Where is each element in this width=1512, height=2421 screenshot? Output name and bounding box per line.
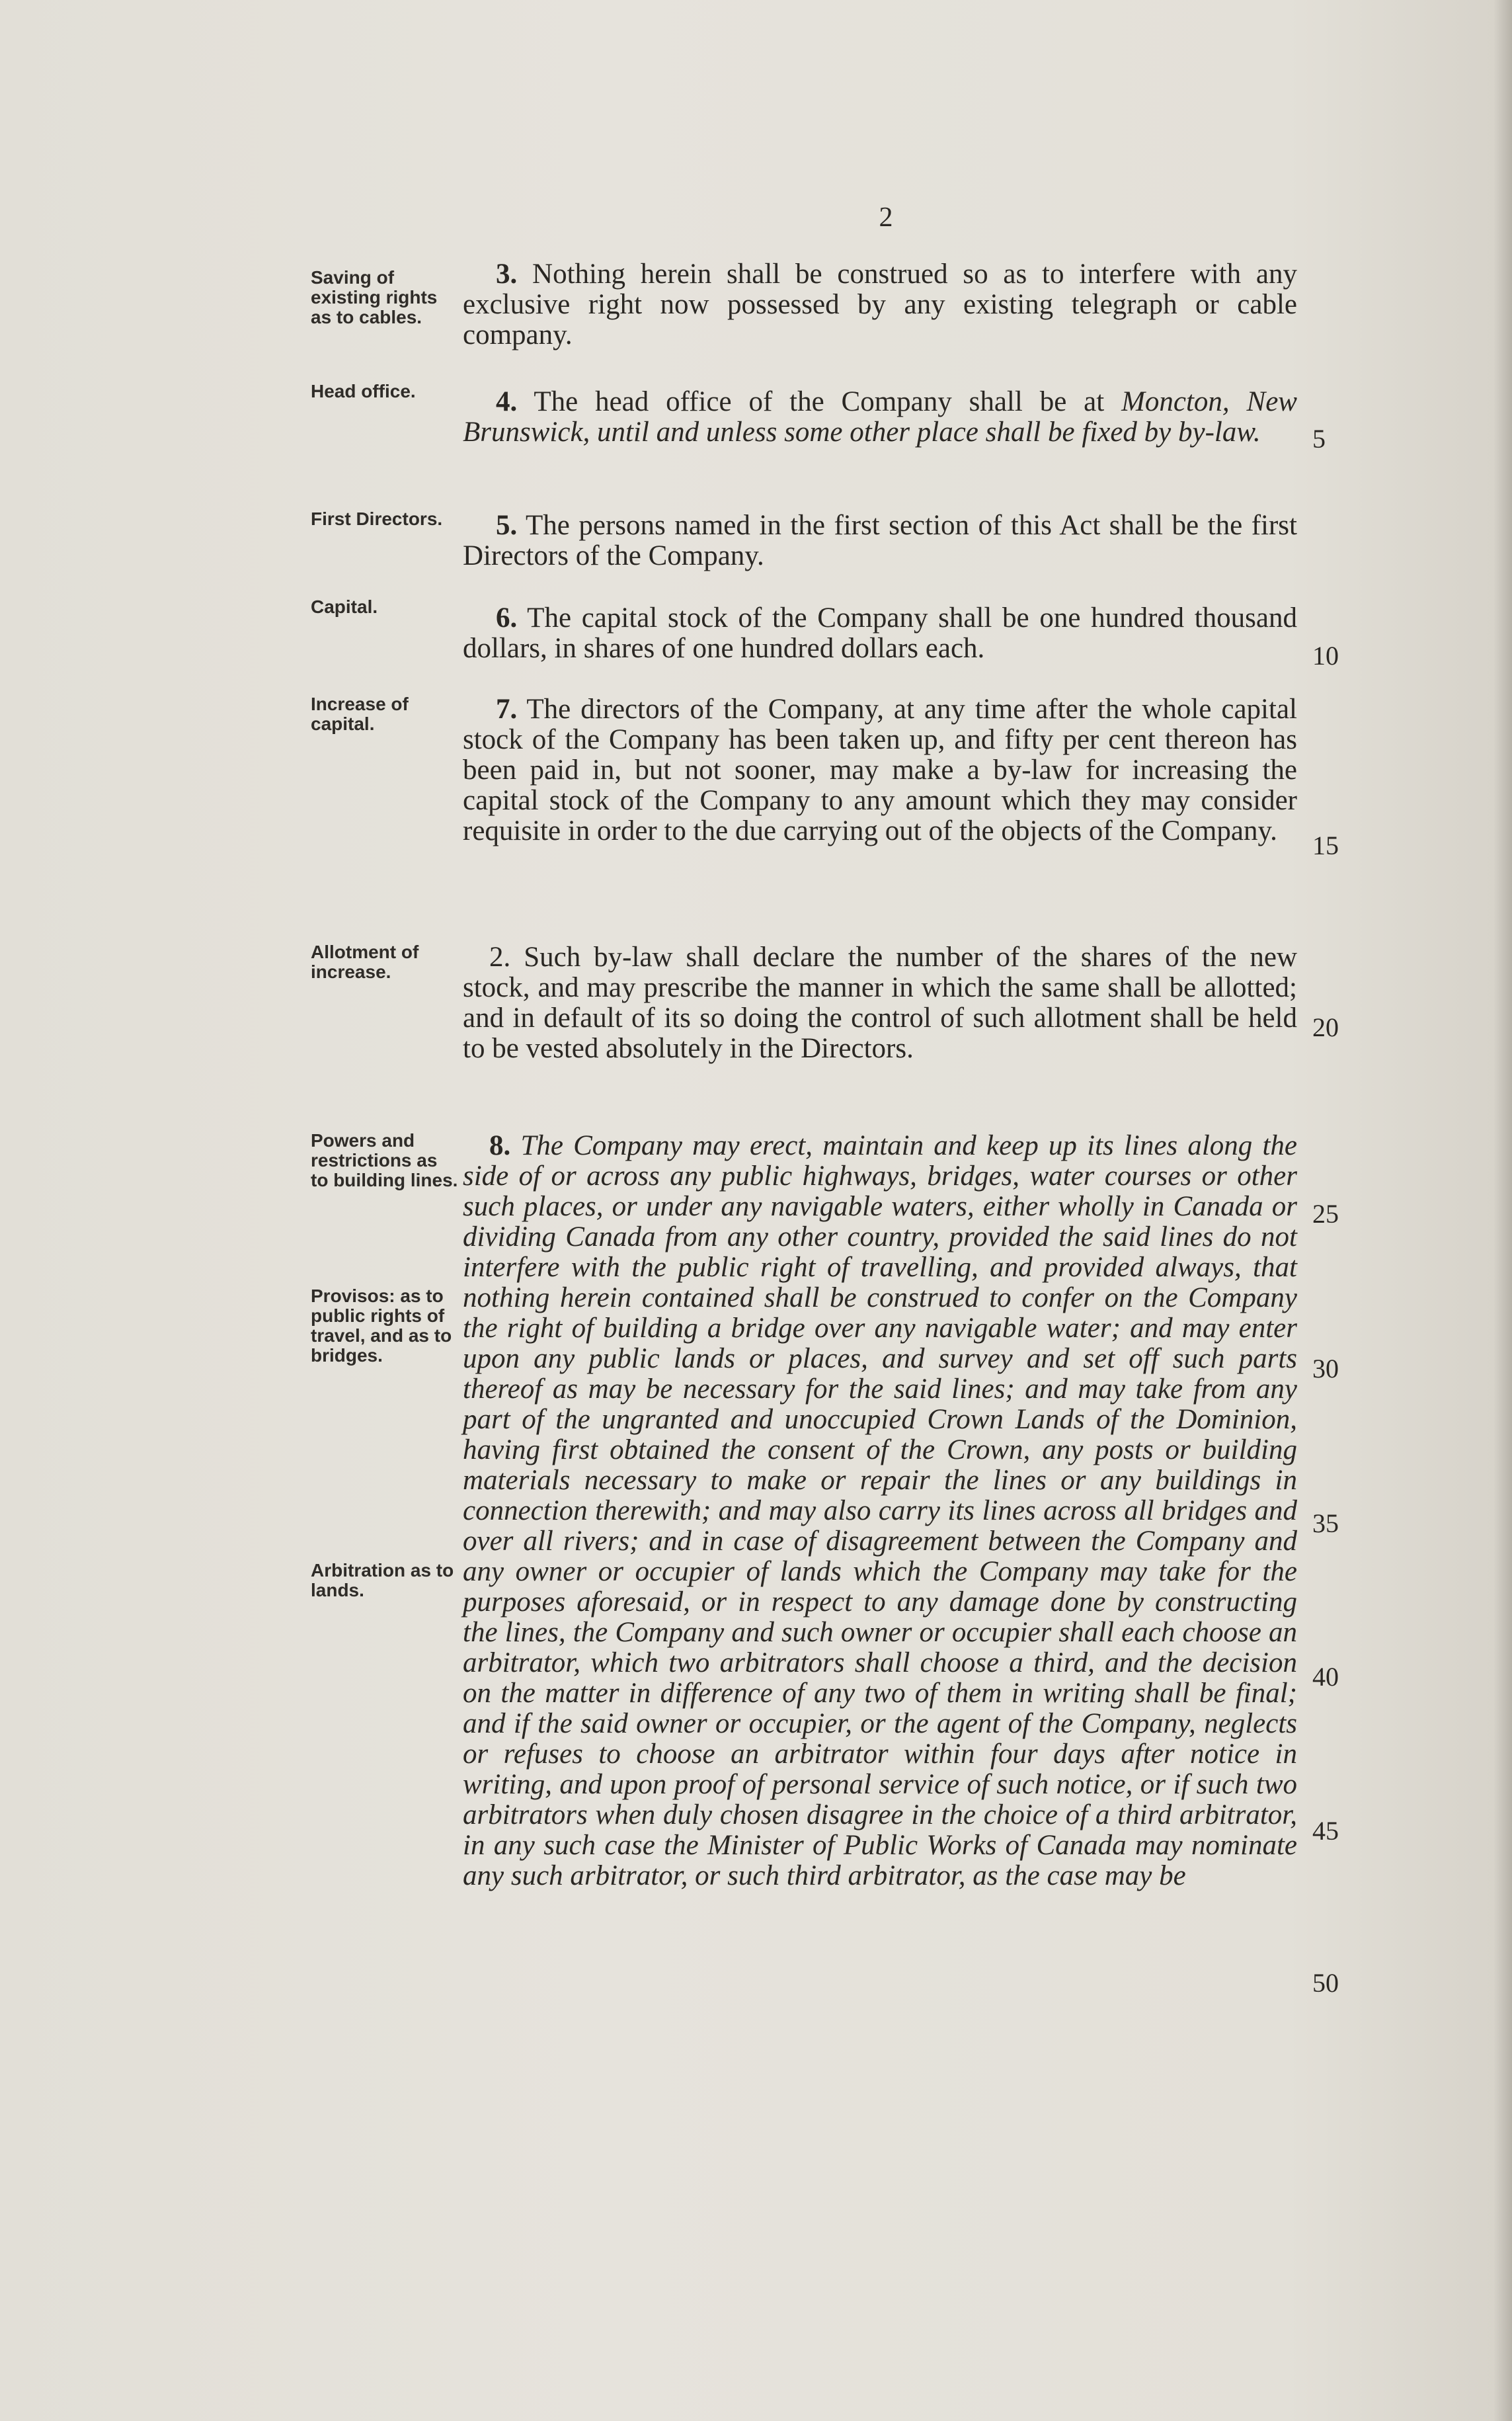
section-7-text: The directors of the Company, at any time after the whole capital stock of the Company has been taken up, and fifty per cent thereon has been paid in, but not sooner, may make a by-law for increasing the capital stock of the Company to any amount which they may consider requisite in order to the due carrying out of the objects of the Company. [463, 694, 1297, 846]
section-7-2-number: 2. [489, 942, 511, 973]
line-number-45: 45 [1312, 1816, 1339, 1846]
section-8-text: The Company may erect, maintain and keep up its lines along the side of or across any public highways, bridges, water courses or other such places, or under any navigable waters, either wholly in Canada or dividing Canada from any other country, provided the said lines do not interfere with the public right of travelling, and provided always, that nothing herein contained shall be construed to confer on the Company the right of building a bridge over any navigable water; and may enter upon any public lands or places, and survey and set off such parts thereof as may be necessary for the said lines; and may take from any part of the ungranted and unoccupied Crown Lands of the Dominion, having first obtained the consent of the Crown, any posts or building materials necessary to make or repair the lines or any buildings in connection therewith; and may also carry its lines across all bridges and over all rivers; and in case of disagreement between the Company and any owner or occupier of lands which the Company may take for the purposes aforesaid, or in respect to any damage done by constructing the lines, the Company and such owner or occupier shall each choose an arbitrator, which two arbitrators shall choose a third, and the decision on the matter in difference of any two of them in writing shall be final; and if the said owner or occupier, or the agent of the Company, neglects or refuses to choose an arbitrator within four days after notice in writing, and upon proof of personal service of such notice, or if such two arbitrators when duly chosen disagree in the choice of a third arbitrator, in any such case the Minister of Public Works of Canada may nominate any such arbitrator, or such third arbitrator, as the case may be [463, 1130, 1297, 1891]
section-4-text: The head office of the Company shall be at [534, 386, 1105, 417]
section-3-paragraph [463, 259, 1297, 350]
line-number-25: 25 [1312, 1199, 1339, 1229]
section-3-text: Nothing herein shall be construed so as to interfere with any exclusive right now possessed by any existing telegraph or cable company. [463, 259, 1297, 350]
section-7-2-text: Such by-law shall declare the number of the shares of the new stock, and may prescribe the manner in which the same shall be allotted; and in default of its so doing the control of such allotment shall be held to be vested absolutely in the Directors. [463, 942, 1297, 1064]
section-6-paragraph [463, 603, 1297, 664]
line-number-5: 5 [1312, 424, 1326, 454]
section-5-text: The persons named in the first section of this Act shall be the first Directors of the Company. [463, 510, 1297, 571]
section-7-2-paragraph [463, 942, 1297, 1064]
margin-note-provisos: Provisos: as to public rights of travel, and as to bridges. [311, 1286, 452, 1366]
section-4-number: 4. [496, 386, 518, 417]
margin-note-saving-rights: Saving of existing rights as to cables. [311, 267, 438, 327]
line-number-15: 15 [1312, 831, 1339, 860]
line-number-20: 20 [1312, 1012, 1339, 1042]
line-number-40: 40 [1312, 1662, 1339, 1692]
margin-note-capital: Capital. [311, 596, 378, 617]
section-7-paragraph [463, 694, 1297, 846]
margin-note-first-directors: First Directors. [311, 509, 443, 529]
margin-note-head-office: Head office. [311, 381, 416, 401]
margin-note-increase-capital: Increase of capital. [311, 694, 409, 734]
line-number-35: 35 [1312, 1508, 1339, 1538]
section-8-paragraph [463, 1131, 1297, 1891]
line-number-50: 50 [1312, 1968, 1339, 1998]
section-6-text: The capital stock of the Company shall be one hundred thousand dollars, in shares of one hundred dollars each. [463, 602, 1297, 664]
section-7-number: 7. [496, 694, 518, 725]
margin-note-arbitration: Arbitration as to lands. [311, 1560, 454, 1600]
page-number: 2 [879, 202, 893, 233]
section-5-paragraph [463, 511, 1297, 571]
section-8-number: 8. [489, 1130, 511, 1161]
margin-note-powers-restrictions: Powers and restrictions as to building lines. [311, 1130, 458, 1190]
page-edge-shadow [1493, 0, 1512, 2421]
line-number-30: 30 [1312, 1354, 1339, 1383]
line-number-10: 10 [1312, 641, 1339, 671]
section-3-number: 3. [496, 259, 518, 290]
section-6-number: 6. [496, 602, 518, 634]
margin-note-allotment: Allotment of increase. [311, 942, 419, 982]
section-4-text-italic: Moncton, New Brunswick, until and unless some other place shall be fixed by by-law. [463, 386, 1297, 448]
section-5-number: 5. [496, 510, 518, 541]
section-4-paragraph [463, 387, 1297, 448]
